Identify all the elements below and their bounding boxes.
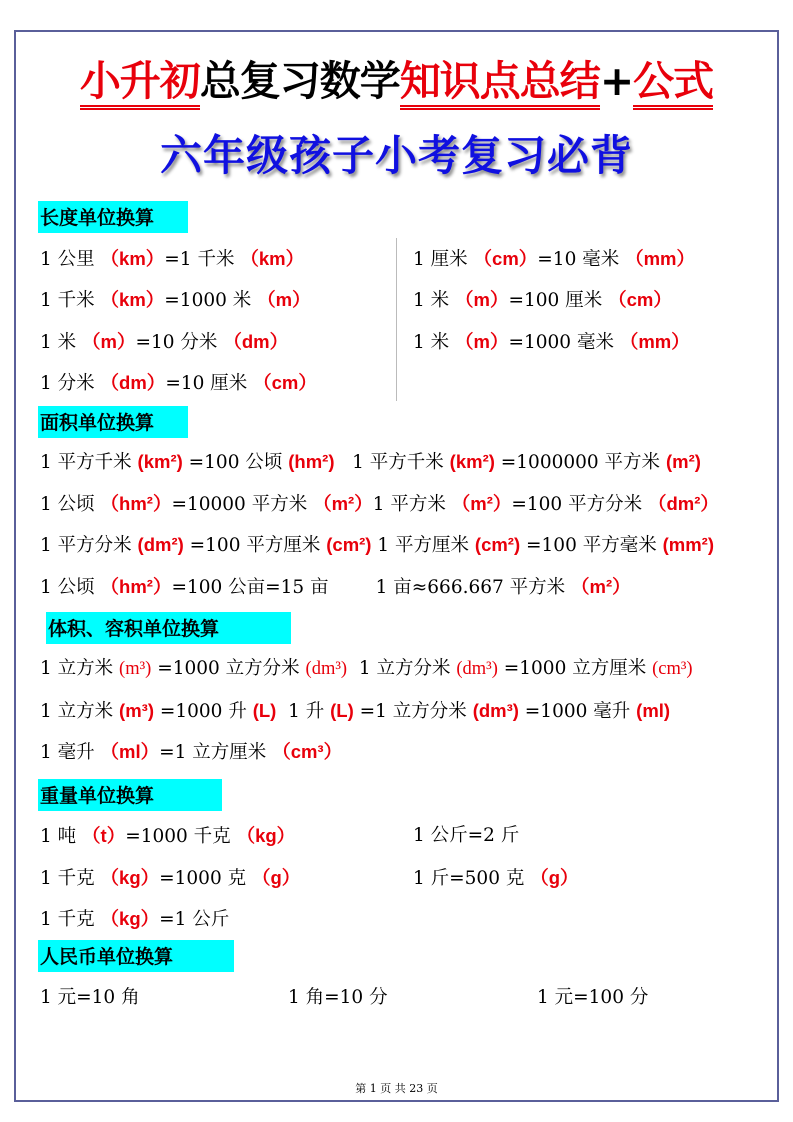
section-header: 面积单位换算 xyxy=(38,406,188,438)
conversion-text: =1 千米 xyxy=(164,249,241,270)
unit-label: （kg） xyxy=(100,908,160,929)
unit-label: （g） xyxy=(530,867,579,888)
conversion-text: =100 平方分米 xyxy=(511,494,648,515)
conversion-text: 1 千克 xyxy=(40,868,101,889)
unit-label: (km²) xyxy=(137,451,183,472)
unit-label: (ml) xyxy=(636,700,671,721)
unit-label: （kg） xyxy=(100,867,160,888)
unit-label: （m²） xyxy=(451,493,512,514)
conversion-text: 1 公顷 xyxy=(40,577,101,598)
unit-label: （m²） xyxy=(313,493,373,514)
title-part: 总复习数学 xyxy=(199,57,400,105)
unit-label: (mm²) xyxy=(662,534,714,555)
unit-label: (dm³) xyxy=(305,659,348,679)
conversion-item xyxy=(413,824,519,848)
section-header: 重量单位换算 xyxy=(38,779,222,811)
unit-label: （mm） xyxy=(625,248,696,269)
conversion-item xyxy=(413,247,695,272)
conversion-text: =1000 立方厘米 xyxy=(497,658,653,679)
page-footer: 第 1 页 共 23 页 xyxy=(355,1082,438,1095)
conversion-item xyxy=(40,288,311,313)
unit-label: （m） xyxy=(455,331,509,352)
conversion-item xyxy=(413,288,672,313)
unit-label: (m³) xyxy=(119,659,152,679)
column-divider xyxy=(396,238,397,401)
unit-label: (dm³) xyxy=(456,659,498,679)
conversion-text: =100 公顷 xyxy=(182,452,289,473)
conversion-text: =10 厘米 xyxy=(165,373,254,394)
conversion-text: 1 立方分米 xyxy=(347,658,457,679)
conversion-item xyxy=(40,575,631,600)
conversion-item xyxy=(40,533,714,558)
unit-label: (km²) xyxy=(449,451,495,472)
conversion-text: 1 公顷 xyxy=(40,494,101,515)
conversion-text: 1 米 xyxy=(40,332,83,353)
unit-label: (m³) xyxy=(119,700,154,721)
unit-label: （km） xyxy=(100,289,165,310)
conversion-text: 1 平方千米 xyxy=(334,452,450,473)
conversion-text: =1000 毫米 xyxy=(508,332,620,353)
unit-label: （g） xyxy=(251,867,301,888)
unit-label: （m） xyxy=(257,289,311,310)
conversion-item xyxy=(288,986,388,1010)
conversion-item xyxy=(40,824,295,849)
conversion-text: 1 平方千米 xyxy=(40,452,138,473)
conversion-item xyxy=(40,247,304,272)
conversion-text: =1000 克 xyxy=(159,868,252,889)
conversion-text: =100 平方厘米 xyxy=(183,535,327,556)
conversion-text: 1 元=100 分 xyxy=(537,987,649,1008)
unit-label: （hm²） xyxy=(100,576,172,597)
unit-label: （kg） xyxy=(236,825,296,846)
conversion-text: =1000 米 xyxy=(164,290,258,311)
conversion-text: 1 斤=500 克 xyxy=(413,868,531,889)
section-header: 人民币单位换算 xyxy=(38,940,234,972)
conversion-text: =1 立方厘米 xyxy=(159,742,273,763)
conversion-text: 1 吨 xyxy=(40,826,83,847)
unit-label: （dm） xyxy=(223,331,289,352)
conversion-text: =100 公亩=15 亩 1 亩≈666.667 平方米 xyxy=(171,577,572,598)
conversion-item xyxy=(40,371,317,396)
unit-label: (L) xyxy=(252,700,277,721)
title-part: 公式 xyxy=(633,57,713,110)
conversion-item xyxy=(40,907,229,932)
conversion-text: 1 平方米 xyxy=(372,494,452,515)
unit-label: (cm²) xyxy=(474,534,521,555)
conversion-text: 1 千克 xyxy=(40,909,101,930)
unit-label: （mm） xyxy=(619,331,690,352)
conversion-item xyxy=(413,330,690,355)
conversion-text: 1 毫升 xyxy=(40,742,101,763)
unit-label: (L) xyxy=(330,700,354,721)
conversion-text: =10000 平方米 xyxy=(171,494,314,515)
conversion-item xyxy=(40,740,342,765)
unit-label: （cm） xyxy=(473,248,538,269)
conversion-text: =1 立方分米 xyxy=(353,701,473,722)
unit-label: (m²) xyxy=(665,451,701,472)
unit-label: （cm） xyxy=(253,372,317,393)
conversion-item xyxy=(413,866,579,891)
conversion-item xyxy=(40,866,300,891)
conversion-text: 1 米 xyxy=(413,332,456,353)
conversion-text: 1 立方米 xyxy=(40,658,120,679)
conversion-text: =1000 千克 xyxy=(125,826,237,847)
conversion-item xyxy=(40,986,140,1010)
conversion-text: 1 厘米 xyxy=(413,249,474,270)
title-part: 小升初 xyxy=(80,57,200,110)
title-part: + xyxy=(599,57,634,105)
unit-label: （hm²） xyxy=(100,493,172,514)
unit-label: （km） xyxy=(240,248,305,269)
conversion-text: =10 分米 xyxy=(135,332,224,353)
conversion-item xyxy=(40,657,693,681)
unit-label: (cm²) xyxy=(326,534,372,555)
conversion-text: 1 元=10 角 xyxy=(40,987,140,1008)
conversion-item xyxy=(40,699,670,724)
page-title xyxy=(0,48,793,110)
conversion-text: 1 平方分米 xyxy=(40,535,138,556)
conversion-text: 1 升 xyxy=(276,701,331,722)
title-part: 知识点总结 xyxy=(400,57,600,110)
unit-label: （m²） xyxy=(571,576,631,597)
conversion-text: 1 立方米 xyxy=(40,701,120,722)
conversion-item xyxy=(40,450,701,475)
conversion-item xyxy=(40,492,719,517)
unit-label: (cm³) xyxy=(652,659,693,679)
conversion-text: 1 公里 xyxy=(40,249,101,270)
conversion-text: 1 千米 xyxy=(40,290,101,311)
unit-label: （dm） xyxy=(100,372,166,393)
unit-label: （km） xyxy=(100,248,165,269)
conversion-item xyxy=(40,330,288,355)
conversion-text: =1 公斤 xyxy=(159,909,230,930)
unit-label: （t） xyxy=(82,825,126,846)
conversion-text: =100 平方毫米 xyxy=(520,535,663,556)
unit-label: （m） xyxy=(82,331,136,352)
page-subtitle: 六年级孩子小考复习必背 xyxy=(159,131,633,180)
unit-label: (dm²) xyxy=(137,534,184,555)
conversion-text: 1 米 xyxy=(413,290,456,311)
conversion-text: 1 角=10 分 xyxy=(288,987,388,1008)
unit-label: （ml） xyxy=(100,741,160,762)
unit-label: （cm） xyxy=(608,289,672,310)
unit-label: （cm³） xyxy=(272,741,343,762)
conversion-text: 1 分米 xyxy=(40,373,101,394)
conversion-text: 1 平方厘米 xyxy=(371,535,475,556)
unit-label: （dm²） xyxy=(647,493,719,514)
conversion-item xyxy=(537,986,648,1010)
conversion-text: =1000000 平方米 xyxy=(494,452,666,473)
unit-label: （m） xyxy=(455,289,509,310)
unit-label: (hm²) xyxy=(288,451,335,472)
conversion-text: =10 毫米 xyxy=(537,249,626,270)
conversion-text: =1000 毫升 xyxy=(518,701,637,722)
conversion-text: =1000 升 xyxy=(153,701,253,722)
conversion-text: 1 公斤=2 斤 xyxy=(413,825,520,846)
conversion-text: =100 厘米 xyxy=(508,290,609,311)
section-header: 长度单位换算 xyxy=(38,201,188,233)
section-header: 体积、容积单位换算 xyxy=(46,612,291,644)
conversion-text: =1000 立方分米 xyxy=(151,658,306,679)
unit-label: (dm³) xyxy=(472,700,519,721)
